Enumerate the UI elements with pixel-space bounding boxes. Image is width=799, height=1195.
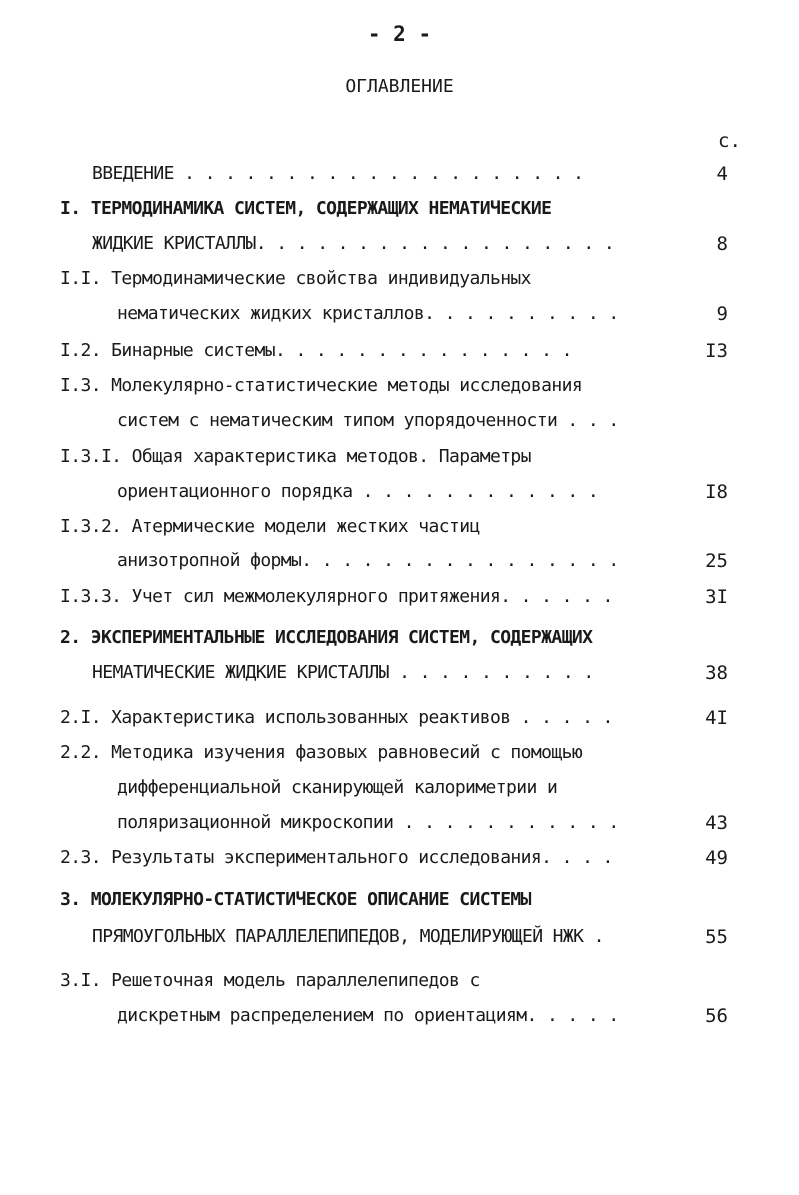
toc-page-s1-3-1: I8 xyxy=(705,481,728,503)
toc-page-s1-3-3: 3I xyxy=(705,586,728,608)
toc-entry-s1-3-1-line1[interactable]: I.3.I. Общая характеристика методов. Параметры xyxy=(60,446,531,467)
toc-page-ch3: 55 xyxy=(705,926,728,948)
toc-entry-s1-1-line1[interactable]: I.I. Термодинамические свойства индивидуальных xyxy=(60,268,531,289)
toc-page-ch1: 8 xyxy=(716,233,728,255)
toc-entry-s1-3-2-line1[interactable]: I.3.2. Атермические модели жестких частиц xyxy=(60,516,480,537)
toc-entry-s1-3-3[interactable]: I.3.3. Учет сил межмолекулярного притяжения. . . . . . xyxy=(60,586,613,607)
toc-entry-ch2-line1[interactable]: 2. ЭКСПЕРИМЕНТАЛЬНЫЕ ИССЛЕДОВАНИЯ СИСТЕМ, СОДЕРЖАЩИХ xyxy=(60,627,593,648)
toc-entry-s3-1-line1[interactable]: 3.I. Решеточная модель параллелепипедов с xyxy=(60,970,480,991)
page-column-label: с. xyxy=(718,130,741,152)
toc-entry-s1-3-line1[interactable]: I.3. Молекулярно-статистические методы исследования xyxy=(60,375,583,396)
toc-page-ch2: 38 xyxy=(705,662,728,684)
toc-entry-s2-3[interactable]: 2.3. Результаты экспериментального исследования. . . . xyxy=(60,847,613,868)
toc-page-s3-1: 56 xyxy=(705,1005,728,1027)
toc-entry-s1-2[interactable]: I.2. Бинарные системы. . . . . . . . . . . . . . . xyxy=(60,340,572,361)
toc-page-s2-3: 49 xyxy=(705,847,728,869)
toc-entry-s1-3-line2[interactable]: систем с нематическим типом упорядоченности . . . xyxy=(117,410,619,431)
toc-entry-s2-1[interactable]: 2.I. Характеристика использованных реактивов . . . . . xyxy=(60,707,613,728)
toc-page-s2-1: 4I xyxy=(705,707,728,729)
toc-entry-ch3-line2[interactable]: ПРЯМОУГОЛЬНЫХ ПАРАЛЛЕЛЕПИПЕДОВ, МОДЕЛИРУЮЩЕЙ НЖК . xyxy=(92,926,604,947)
toc-page-s2-2: 43 xyxy=(705,812,728,834)
toc-page-s1-1: 9 xyxy=(716,303,728,325)
toc-entry-s2-2-line2[interactable]: дифференциальной сканирующей калориметрии и xyxy=(117,777,558,798)
toc-entry-ch1-line2[interactable]: ЖИДКИЕ КРИСТАЛЛЫ. . . . . . . . . . . . . . . . . . xyxy=(92,233,615,254)
toc-page-s1-2: I3 xyxy=(705,340,728,362)
page-number: - 2 - xyxy=(367,22,432,46)
toc-entry-s1-3-1-line2[interactable]: ориентационного порядка . . . . . . . . . . . . xyxy=(117,481,599,502)
page-title: ОГЛАВЛЕНИЕ xyxy=(345,76,454,97)
toc-entry-intro[interactable]: ВВЕДЕНИЕ . . . . . . . . . . . . . . . . . . . . xyxy=(92,163,584,184)
toc-entry-ch3-line1[interactable]: 3. МОЛЕКУЛЯРНО-СТАТИСТИЧЕСКОЕ ОПИСАНИЕ СИСТЕМЫ xyxy=(60,889,531,910)
toc-entry-s2-2-line1[interactable]: 2.2. Методика изучения фазовых равновесий с помощью xyxy=(60,742,583,763)
toc-entry-ch2-line2[interactable]: НЕМАТИЧЕСКИЕ ЖИДКИЕ КРИСТАЛЛЫ . . . . . . . . . . xyxy=(92,662,594,683)
toc-entry-s1-1-line2[interactable]: нематических жидких кристаллов. . . . . . . . . . xyxy=(117,303,619,324)
toc-page-intro: 4 xyxy=(716,163,728,185)
toc-entry-s2-2-line3[interactable]: поляризационной микроскопии . . . . . . . . . . . xyxy=(117,812,619,833)
toc-page-s1-3-2: 25 xyxy=(705,550,728,572)
toc-entry-s3-1-line2[interactable]: дискретным распределением по ориентациям. . . . . xyxy=(117,1005,619,1026)
toc-entry-ch1-line1[interactable]: I. ТЕРМОДИНАМИКА СИСТЕМ, СОДЕРЖАЩИХ НЕМАТИЧЕСКИЕ xyxy=(60,198,552,219)
toc-entry-s1-3-2-line2[interactable]: анизотропной формы. . . . . . . . . . . . . . . . xyxy=(117,550,619,571)
